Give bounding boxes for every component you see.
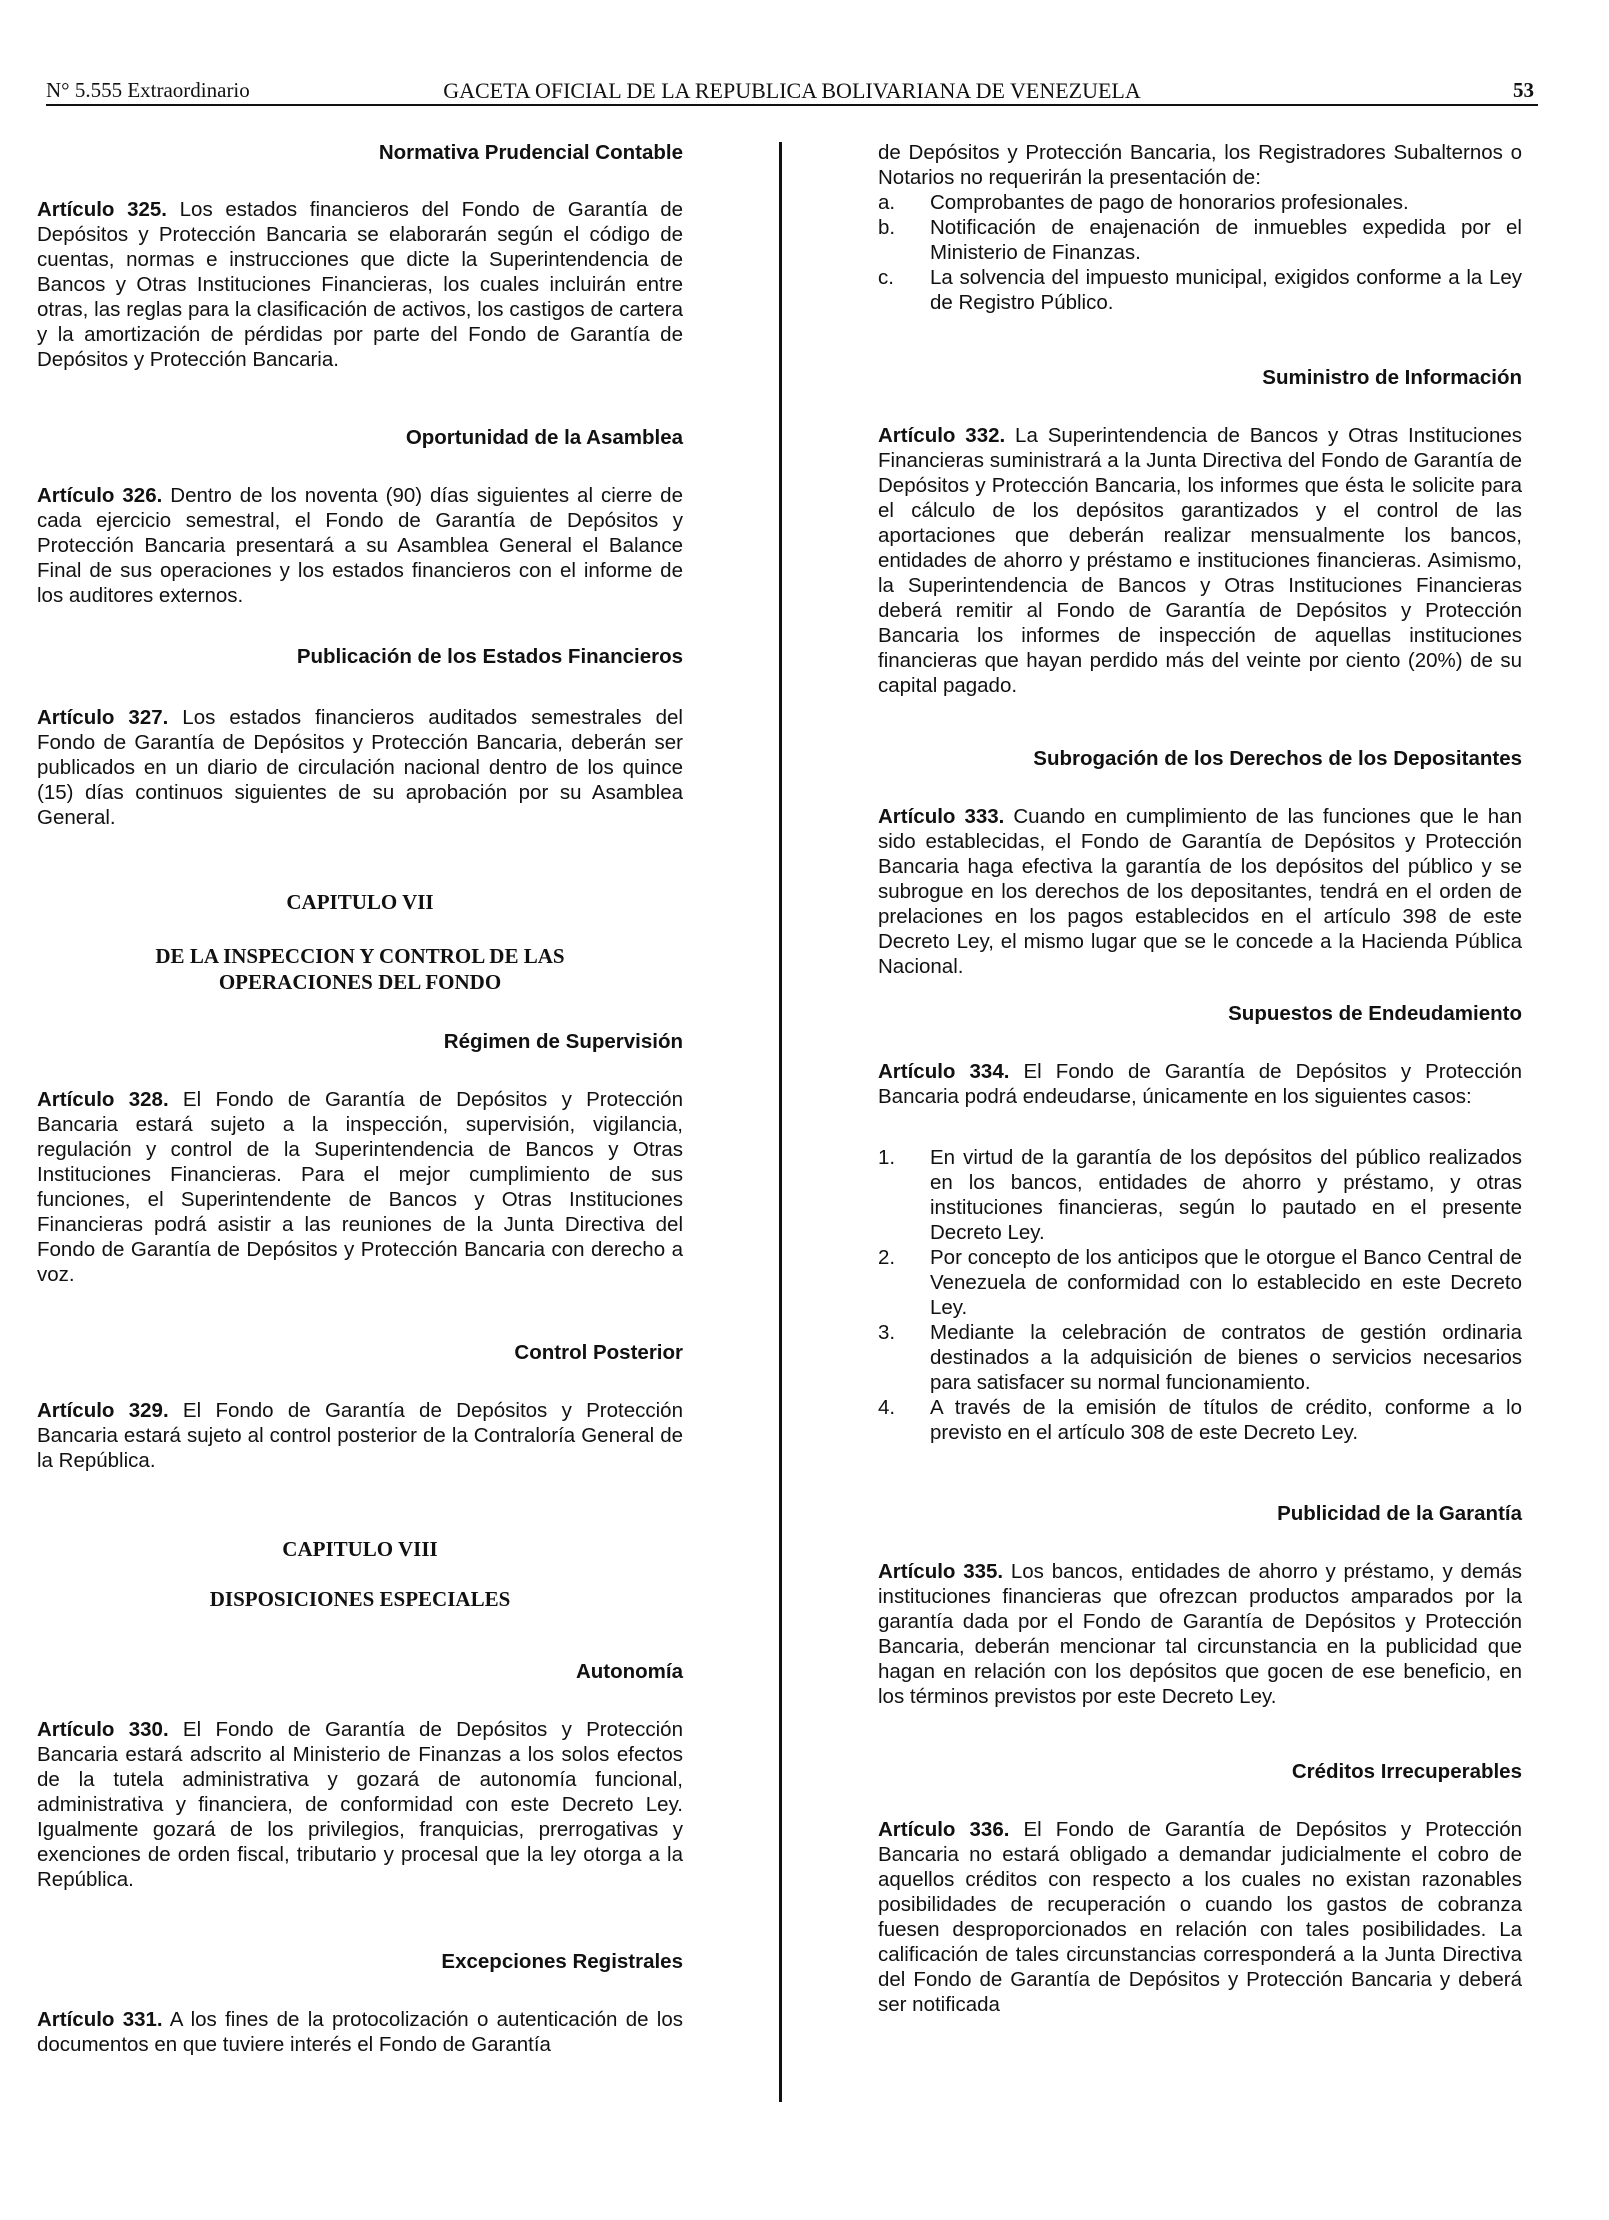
page-number: 53 xyxy=(1513,78,1534,102)
chapter-7-title-line-2: OPERACIONES DEL FONDO xyxy=(218,970,502,994)
article-329 xyxy=(37,1398,683,1473)
list-marker: 4. xyxy=(878,1396,896,1419)
article-328 xyxy=(37,1087,683,1287)
list-marker: c. xyxy=(878,266,894,289)
article-330-text: El Fondo de Garantía de Depósitos y Protección Bancaria estará adscrito al Ministerio de Finanzas a los solos efectos de la tutela administrativa y gozará de autonomía funcional, administrativa y financiera, de conformidad con este Decreto Ley. Igualmente gozará de los privilegios, franquicias, prerrogativas y exenciones de orden fiscal, tributario y procesal que la ley otorga a la República. xyxy=(37,1718,683,1891)
article-332 xyxy=(878,423,1522,698)
heading-333: Subrogación de los Derechos de los Depositantes xyxy=(1033,747,1522,770)
article-335-text: Los bancos, entidades de ahorro y préstamo, y demás instituciones financieras que ofrezcan productos amparados por la garantía dada por el Fondo de Garantía de Depósitos y Protección Bancaria, deberán mencionar tal circunstancia en la publicidad que hagan en relación con los depósitos que gocen de ese beneficio, en los términos previstos por este Decreto Ley. xyxy=(878,1560,1522,1708)
list-marker: a. xyxy=(878,191,896,214)
article-328-number: Artículo 328. xyxy=(37,1088,169,1111)
article-333-text: Cuando en cumplimiento de las funciones que le han sido establecidas, el Fondo de Garantía de Depósitos y Protección Bancaria haga efectiva la garantía de los depósitos del público y se subrogue en los derechos de los depositantes, tendrá en el orden de prelaciones en los pagos establecidos en el artículo 398 de este Decreto Ley, el mismo lugar que se le concede a la Hacienda Pública Nacional. xyxy=(878,805,1522,978)
article-334-list xyxy=(878,1145,1522,1445)
article-331-number: Artículo 331. xyxy=(37,2008,163,2031)
article-325-number: Artículo 325. xyxy=(37,198,167,221)
gazette-title: GACETA OFICIAL DE LA REPUBLICA BOLIVARIANA DE VENEZUELA xyxy=(443,78,1141,103)
right-column xyxy=(878,140,1522,2017)
article-334-text: El Fondo de Garantía de Depósitos y Protección Bancaria podrá endeudarse, únicamente en los siguientes casos: xyxy=(878,1060,1522,1108)
article-332-text: La Superintendencia de Bancos y Otras Instituciones Financieras suministrará a la Junta Directiva del Fondo de Garantía de Depósitos y Protección Bancaria, los informes que ésta le solicite para el cálculo de los depósitos garantizados y el control de las aportaciones que deberán realizar mensualmente los bancos, entidades de ahorro y préstamo e instituciones financieras. Asimismo, la Superintendencia de Bancos y Otras Instituciones Financieras deberá remitir al Fondo de Garantía de Depósitos y Protección Bancaria los informes de inspección de aquellas instituciones financieras que hayan perdido más del veinte por ciento (20%) de su capital pagado. xyxy=(878,424,1522,697)
list-marker: 2. xyxy=(878,1246,896,1269)
heading-327: Publicación de los Estados Financieros xyxy=(296,645,683,668)
list-marker: b. xyxy=(878,216,896,239)
list-text: Mediante la celebración de contratos de gestión ordinaria destinados a la adquisición de bienes o servicios necesarios para satisfacer su normal funcionamiento. xyxy=(930,1321,1522,1394)
heading-331: Excepciones Registrales xyxy=(441,1950,683,1973)
chapter-7-title-line-1: DE LA INSPECCION Y CONTROL DE LAS xyxy=(155,944,565,968)
article-329-number: Artículo 329. xyxy=(37,1399,169,1422)
list-text: Comprobantes de pago de honorarios profesionales. xyxy=(930,191,1409,214)
column-divider xyxy=(779,142,782,2102)
article-326 xyxy=(37,483,683,608)
list-text: Notificación de enajenación de inmuebles expedida por el Ministerio de Finanzas. xyxy=(930,216,1522,264)
article-327-number: Artículo 327. xyxy=(37,706,169,729)
list-item xyxy=(878,1145,1522,1245)
article-330-number: Artículo 330. xyxy=(37,1718,169,1741)
article-334-number: Artículo 334. xyxy=(878,1060,1010,1083)
heading-335: Publicidad de la Garantía xyxy=(1277,1502,1522,1525)
heading-325: Normativa Prudencial Contable xyxy=(378,141,683,164)
list-text: La solvencia del impuesto municipal, exigidos conforme a la Ley de Registro Público. xyxy=(930,266,1522,314)
article-331-continued: de Depósitos y Protección Bancaria, los Registradores Subalternos o Notarios no requerirán la presentación de: xyxy=(878,141,1522,189)
article-331-text: A los fines de la protocolización o autenticación de los documentos en que tuviere interés el Fondo de Garantía xyxy=(37,2008,683,2056)
list-item xyxy=(878,1395,1522,1445)
article-335-number: Artículo 335. xyxy=(878,1560,1004,1583)
article-326-number: Artículo 326. xyxy=(37,484,163,507)
article-331 xyxy=(37,2007,683,2057)
list-marker: 1. xyxy=(878,1146,896,1169)
list-text: A través de la emisión de títulos de crédito, conforme a lo previsto en el artículo 308 de este Decreto Ley. xyxy=(930,1396,1522,1444)
article-325 xyxy=(37,197,683,372)
chapter-7-label: CAPITULO VII xyxy=(286,890,434,914)
article-336-number: Artículo 336. xyxy=(878,1818,1010,1841)
heading-328: Régimen de Supervisión xyxy=(443,1030,683,1053)
list-item xyxy=(878,265,1522,315)
article-336 xyxy=(878,1817,1522,2017)
issue-number: N° 5.555 Extraordinario xyxy=(46,78,250,102)
heading-329: Control Posterior xyxy=(514,1341,683,1364)
article-333-number: Artículo 333. xyxy=(878,805,1005,828)
heading-326: Oportunidad de la Asamblea xyxy=(405,426,683,449)
list-marker: 3. xyxy=(878,1321,896,1344)
article-336-text: El Fondo de Garantía de Depósitos y Protección Bancaria no estará obligado a demandar judicialmente el cobro de aquellos créditos con respecto a los cuales no existan razonables posibilidades de recuperación o cuando los gastos de cobranza fuesen desproporcionados en relación con tales posibilidades. La calificación de tales circunstancias corresponderá a la Junta Directiva del Fondo de Garantía de Depósitos y Protección Bancaria y deberá ser notificada xyxy=(878,1818,1522,2016)
article-326-text: Dentro de los noventa (90) días siguientes al cierre de cada ejercicio semestral, el Fondo de Garantía de Depósitos y Protección Bancaria presentará a su Asamblea General el Balance Final de sus operaciones y los estados financieros con el informe de los auditores externos. xyxy=(37,484,683,607)
article-332-number: Artículo 332. xyxy=(878,424,1006,447)
list-item xyxy=(878,1320,1522,1395)
article-327-text: Los estados financieros auditados semestrales del Fondo de Garantía de Depósitos y Protección Bancaria, deberán ser publicados en un diario de circulación nacional dentro de los quince (15) días continuos siguientes de su aprobación por su Asamblea General. xyxy=(37,706,683,829)
heading-336: Créditos Irrecuperables xyxy=(1291,1760,1522,1783)
article-331-list xyxy=(878,190,1522,315)
article-325-text: Los estados financieros del Fondo de Garantía de Depósitos y Protección Bancaria se elaborarán según el código de cuentas, normas e instrucciones que dicte la Superintendencia de Bancos y Otras Instituciones Financieras, los cuales incluirán entre otras, las reglas para la clasificación de activos, los castigos de cartera y la amortización de pérdidas por parte del Fondo de Garantía de Depósitos y Protección Bancaria. xyxy=(37,198,683,371)
heading-334: Supuestos de Endeudamiento xyxy=(1228,1002,1522,1025)
list-item xyxy=(878,215,1522,265)
article-330 xyxy=(37,1717,683,1892)
page-header xyxy=(46,78,1538,106)
article-327 xyxy=(37,705,683,830)
article-335 xyxy=(878,1559,1522,1709)
list-item xyxy=(878,1245,1522,1320)
list-text: Por concepto de los anticipos que le otorgue el Banco Central de Venezuela de conformidad con lo establecido en este Decreto Ley. xyxy=(930,1246,1522,1319)
article-329-text: El Fondo de Garantía de Depósitos y Protección Bancaria estará sujeto al control posterior de la Contraloría General de la República. xyxy=(37,1399,683,1472)
chapter-8-label: CAPITULO VIII xyxy=(282,1537,438,1561)
chapter-8-title: DISPOSICIONES ESPECIALES xyxy=(209,1587,511,1611)
article-334 xyxy=(878,1059,1522,1109)
left-column xyxy=(37,140,683,2057)
heading-330: Autonomía xyxy=(575,1660,683,1683)
list-item xyxy=(878,190,1522,215)
article-333 xyxy=(878,804,1522,979)
heading-332: Suministro de Información xyxy=(1262,366,1522,389)
list-text: En virtud de la garantía de los depósitos del público realizados en los bancos, entidades de ahorro y préstamo, y otras instituciones financieras, según lo pautado en el presente Decreto Ley. xyxy=(930,1146,1522,1244)
article-328-text: El Fondo de Garantía de Depósitos y Protección Bancaria estará sujeto a la inspección, supervisión, vigilancia, regulación y control de la Superintendencia de Bancos y Otras Instituciones Financieras. Para el mejor cumplimiento de sus funciones, el Superintendente de Bancos y Otras Instituciones Financieras podrá asistir a las reuniones de la Junta Directiva del Fondo de Garantía de Depósitos y Protección Bancaria con derecho a voz. xyxy=(37,1088,683,1286)
